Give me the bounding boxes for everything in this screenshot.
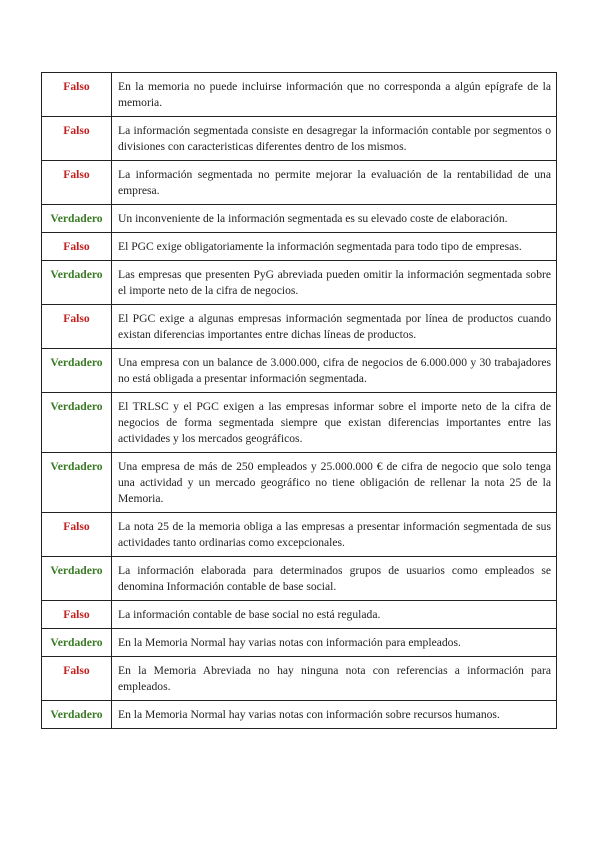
verdict-verdadero: Verdadero	[42, 701, 112, 729]
verdict-falso: Falso	[42, 233, 112, 261]
verdict-falso: Falso	[42, 513, 112, 557]
statement-text: Una empresa de más de 250 empleados y 25.000.000 € de cifra de negocio que solo tenga una actividad y un mercado geográfico no tiene obligación de rellenar la nota 25 de la Memoria.	[112, 453, 557, 513]
table-row	[42, 117, 557, 161]
verdict-falso: Falso	[42, 305, 112, 349]
verdict-verdadero: Verdadero	[42, 453, 112, 513]
table-row	[42, 261, 557, 305]
table-row	[42, 701, 557, 729]
verdict-verdadero: Verdadero	[42, 557, 112, 601]
statement-text: El TRLSC y el PGC exigen a las empresas informar sobre el importe neto de la cifra de negocios de forma segmentada siempre que existan diferencias importantes entre las actividades y los mercados geográficos.	[112, 393, 557, 453]
true-false-table	[41, 72, 557, 729]
statement-text: En la memoria no puede incluirse información que no corresponda a algún epígrafe de la memoria.	[112, 73, 557, 117]
table-row	[42, 601, 557, 629]
verdict-verdadero: Verdadero	[42, 349, 112, 393]
table-row	[42, 629, 557, 657]
statement-text: El PGC exige obligatoriamente la información segmentada para todo tipo de empresas.	[112, 233, 557, 261]
table-row	[42, 73, 557, 117]
statement-text: Una empresa con un balance de 3.000.000, cifra de negocios de 6.000.000 y 30 trabajadores no está obligada a presentar información segmentada.	[112, 349, 557, 393]
statement-text: Un inconveniente de la información segmentada es su elevado coste de elaboración.	[112, 205, 557, 233]
verdict-verdadero: Verdadero	[42, 205, 112, 233]
table-row	[42, 557, 557, 601]
table-row	[42, 657, 557, 701]
statement-text: La información segmentada no permite mejorar la evaluación de la rentabilidad de una empresa.	[112, 161, 557, 205]
statement-text: En la Memoria Abreviada no hay ninguna nota con referencias a información para empleados.	[112, 657, 557, 701]
verdict-verdadero: Verdadero	[42, 629, 112, 657]
verdict-falso: Falso	[42, 657, 112, 701]
verdict-verdadero: Verdadero	[42, 393, 112, 453]
table-row	[42, 393, 557, 453]
table-row	[42, 233, 557, 261]
statement-text: La información elaborada para determinados grupos de usuarios como empleados se denomina Información contable de base social.	[112, 557, 557, 601]
statement-text: La información segmentada consiste en desagregar la información contable por segmentos o divisiones con caracteristicas diferentes dentro de los mismos.	[112, 117, 557, 161]
verdict-falso: Falso	[42, 161, 112, 205]
statement-text: En la Memoria Normal hay varias notas con información sobre recursos humanos.	[112, 701, 557, 729]
verdict-falso: Falso	[42, 601, 112, 629]
table-row	[42, 349, 557, 393]
table-row	[42, 161, 557, 205]
statement-text: El PGC exige a algunas empresas información segmentada por línea de productos cuando existan diferencias importantes entre dichas líneas de productos.	[112, 305, 557, 349]
table-body	[42, 73, 557, 729]
statement-text: La nota 25 de la memoria obliga a las empresas a presentar información segmentada de sus actividades tanto ordinarias como excepcionales.	[112, 513, 557, 557]
table-row	[42, 205, 557, 233]
statement-text: Las empresas que presenten PyG abreviada pueden omitir la información segmentada sobre el importe neto de la cifra de negocios.	[112, 261, 557, 305]
verdict-falso: Falso	[42, 117, 112, 161]
table-row	[42, 305, 557, 349]
statement-text: En la Memoria Normal hay varias notas con información para empleados.	[112, 629, 557, 657]
verdict-falso: Falso	[42, 73, 112, 117]
table-row	[42, 513, 557, 557]
statement-text: La información contable de base social no está regulada.	[112, 601, 557, 629]
table-row	[42, 453, 557, 513]
verdict-verdadero: Verdadero	[42, 261, 112, 305]
